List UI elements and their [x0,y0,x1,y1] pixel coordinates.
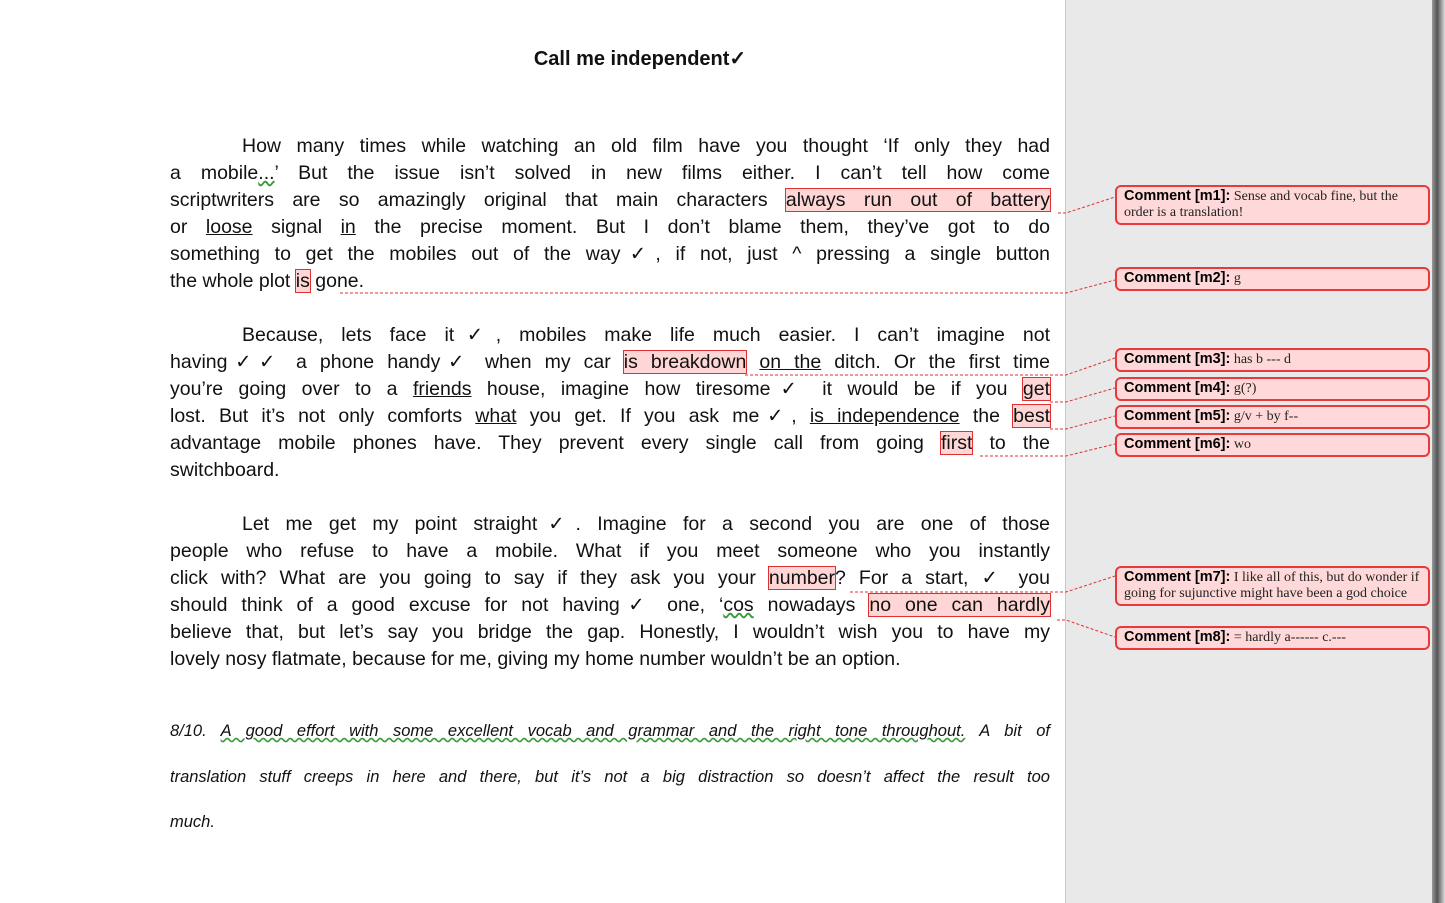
text-run: believe that, but let’s say you bridge the gap. Honestly, I wouldn’t wish you to have my [170,621,1050,643]
comment-label: Comment [m8]: [1124,629,1231,645]
underlined-text: loose [205,216,253,238]
text-run: How many times while watching an old film have you thought ‘If only they had [242,135,1050,157]
comment-m2[interactable] [1115,267,1430,291]
commented-text[interactable]: always run out of battery [785,189,1050,211]
commented-text[interactable]: is breakdown [623,351,747,373]
text-run: gone. [309,270,365,292]
comment-m4[interactable] [1115,377,1430,401]
comment-m3[interactable] [1115,348,1430,372]
commented-text[interactable]: best [1013,405,1050,427]
text-run: people who refuse to have a mobile. What if you meet someone who you instantly [170,540,1050,562]
comment-m7[interactable] [1115,566,1430,606]
text-run: the whole plot [170,270,296,292]
text-run: much. [170,813,215,831]
commented-text[interactable]: is [295,270,310,292]
comment-m5[interactable] [1115,405,1430,429]
comment-label: Comment [m1]: [1124,188,1231,204]
text-run: A bit of [965,722,1050,740]
text-run: having✓✓ a phone handy✓ when my car [170,351,624,373]
text-run: ’ But the issue isn’t solved in new films either. I can’t tell how come [274,162,1050,184]
spelling-flag-text: , [791,405,797,427]
text-run: signal [252,216,341,238]
comment-m6[interactable] [1115,433,1430,457]
text-run: Because, lets face it✓, mobiles make life much easier. I can’t imagine not [242,324,1050,346]
text-run: the [959,405,1014,427]
document-title: Call me independent✓ [533,48,747,70]
comment-text: I like all of this, but do wonder if going for sujunctive might have been a god choice [1124,570,1420,601]
spelling-flag-text: A good effort with some excellent vocab and grammar and the right tone throughout. [220,722,966,740]
text-run: something to get the mobiles out of the way✓, if not, just ^ pressing a single button [170,243,1050,265]
underlined-text: in [340,216,356,238]
text-run: ? For a start, ✓ you [835,567,1050,589]
comment-text: has b --- d [1233,352,1291,367]
comment-text: wo [1233,437,1251,452]
text-run: Let me get my point straight✓. Imagine for a second you are one of those [242,513,1050,535]
text-run: you get. If you ask me✓ [516,405,792,427]
connector-m6 [980,444,1115,456]
spelling-flag-text: cos [723,594,754,616]
comment-label: Comment [m5]: [1124,408,1231,424]
commented-text[interactable]: number [768,567,836,589]
comment-label: Comment [m3]: [1124,351,1231,367]
underlined-text: what [475,405,517,427]
connector-m5 [1050,416,1115,429]
text-run: a mobile [170,162,259,184]
underlined-text: on the [759,351,822,373]
text-run: the precise moment. But I don’t blame them, they’ve got to do [355,216,1050,238]
text-run: you’re going over to a [170,378,413,400]
text-run: to the [972,432,1050,454]
comment-text: Sense and vocab fine, but the order is a translation! [1124,189,1398,220]
comment-label: Comment [m6]: [1124,436,1231,452]
comment-label: Comment [m2]: [1124,270,1231,286]
underlined-text: friends [412,378,472,400]
text-run: translation stuff creeps in here and there, but it’s not a big distraction so doesn’t affect the result too [170,767,1050,786]
comment-text: g/v + by f-- [1233,409,1299,424]
text-run: lovely nosy flatmate, because for me, giving my home number wouldn’t be an option. [170,648,901,670]
text-run: or [170,216,206,238]
comment-text: g(?) [1233,381,1257,396]
commented-text[interactable]: no one can hardly [869,594,1050,616]
comment-text: = hardly a------ c.--- [1233,630,1346,645]
text-run: nowadays [753,594,870,616]
text-run: switchboard. [170,459,280,481]
connector-m1 [1058,197,1115,213]
connector-m4 [1050,388,1115,402]
text-run: advantage mobile phones have. They prevent every single call from going [170,432,941,454]
spelling-flag-text: ... [258,162,275,184]
commented-text[interactable]: get [1022,378,1050,400]
text-run: should think of a good excuse for not having✓ one, ‘ [170,594,724,616]
comment-label: Comment [m7]: [1124,569,1231,585]
text-run: scriptwriters are so amazingly original that main characters [170,189,786,211]
comment-text: g [1233,271,1241,286]
comment-m8[interactable] [1115,626,1430,650]
connector-m8 [1057,620,1115,637]
connector-m3 [745,358,1115,375]
text-run: house, imagine how tiresome✓ it would be if you [471,378,1023,400]
text-run: click with? What are you going to say if they ask you your [170,567,769,589]
commented-text[interactable]: first [940,432,973,454]
text-run: lost. But it’s not only comforts [170,405,476,427]
text-run: 8/10. [170,722,221,740]
comment-m1[interactable] [1115,185,1430,225]
connector-m7 [850,576,1115,592]
underlined-text: is independence [809,405,960,427]
comment-label: Comment [m4]: [1124,380,1231,396]
connector-m2 [340,280,1115,293]
text-run: ditch. Or the first time [821,351,1051,373]
